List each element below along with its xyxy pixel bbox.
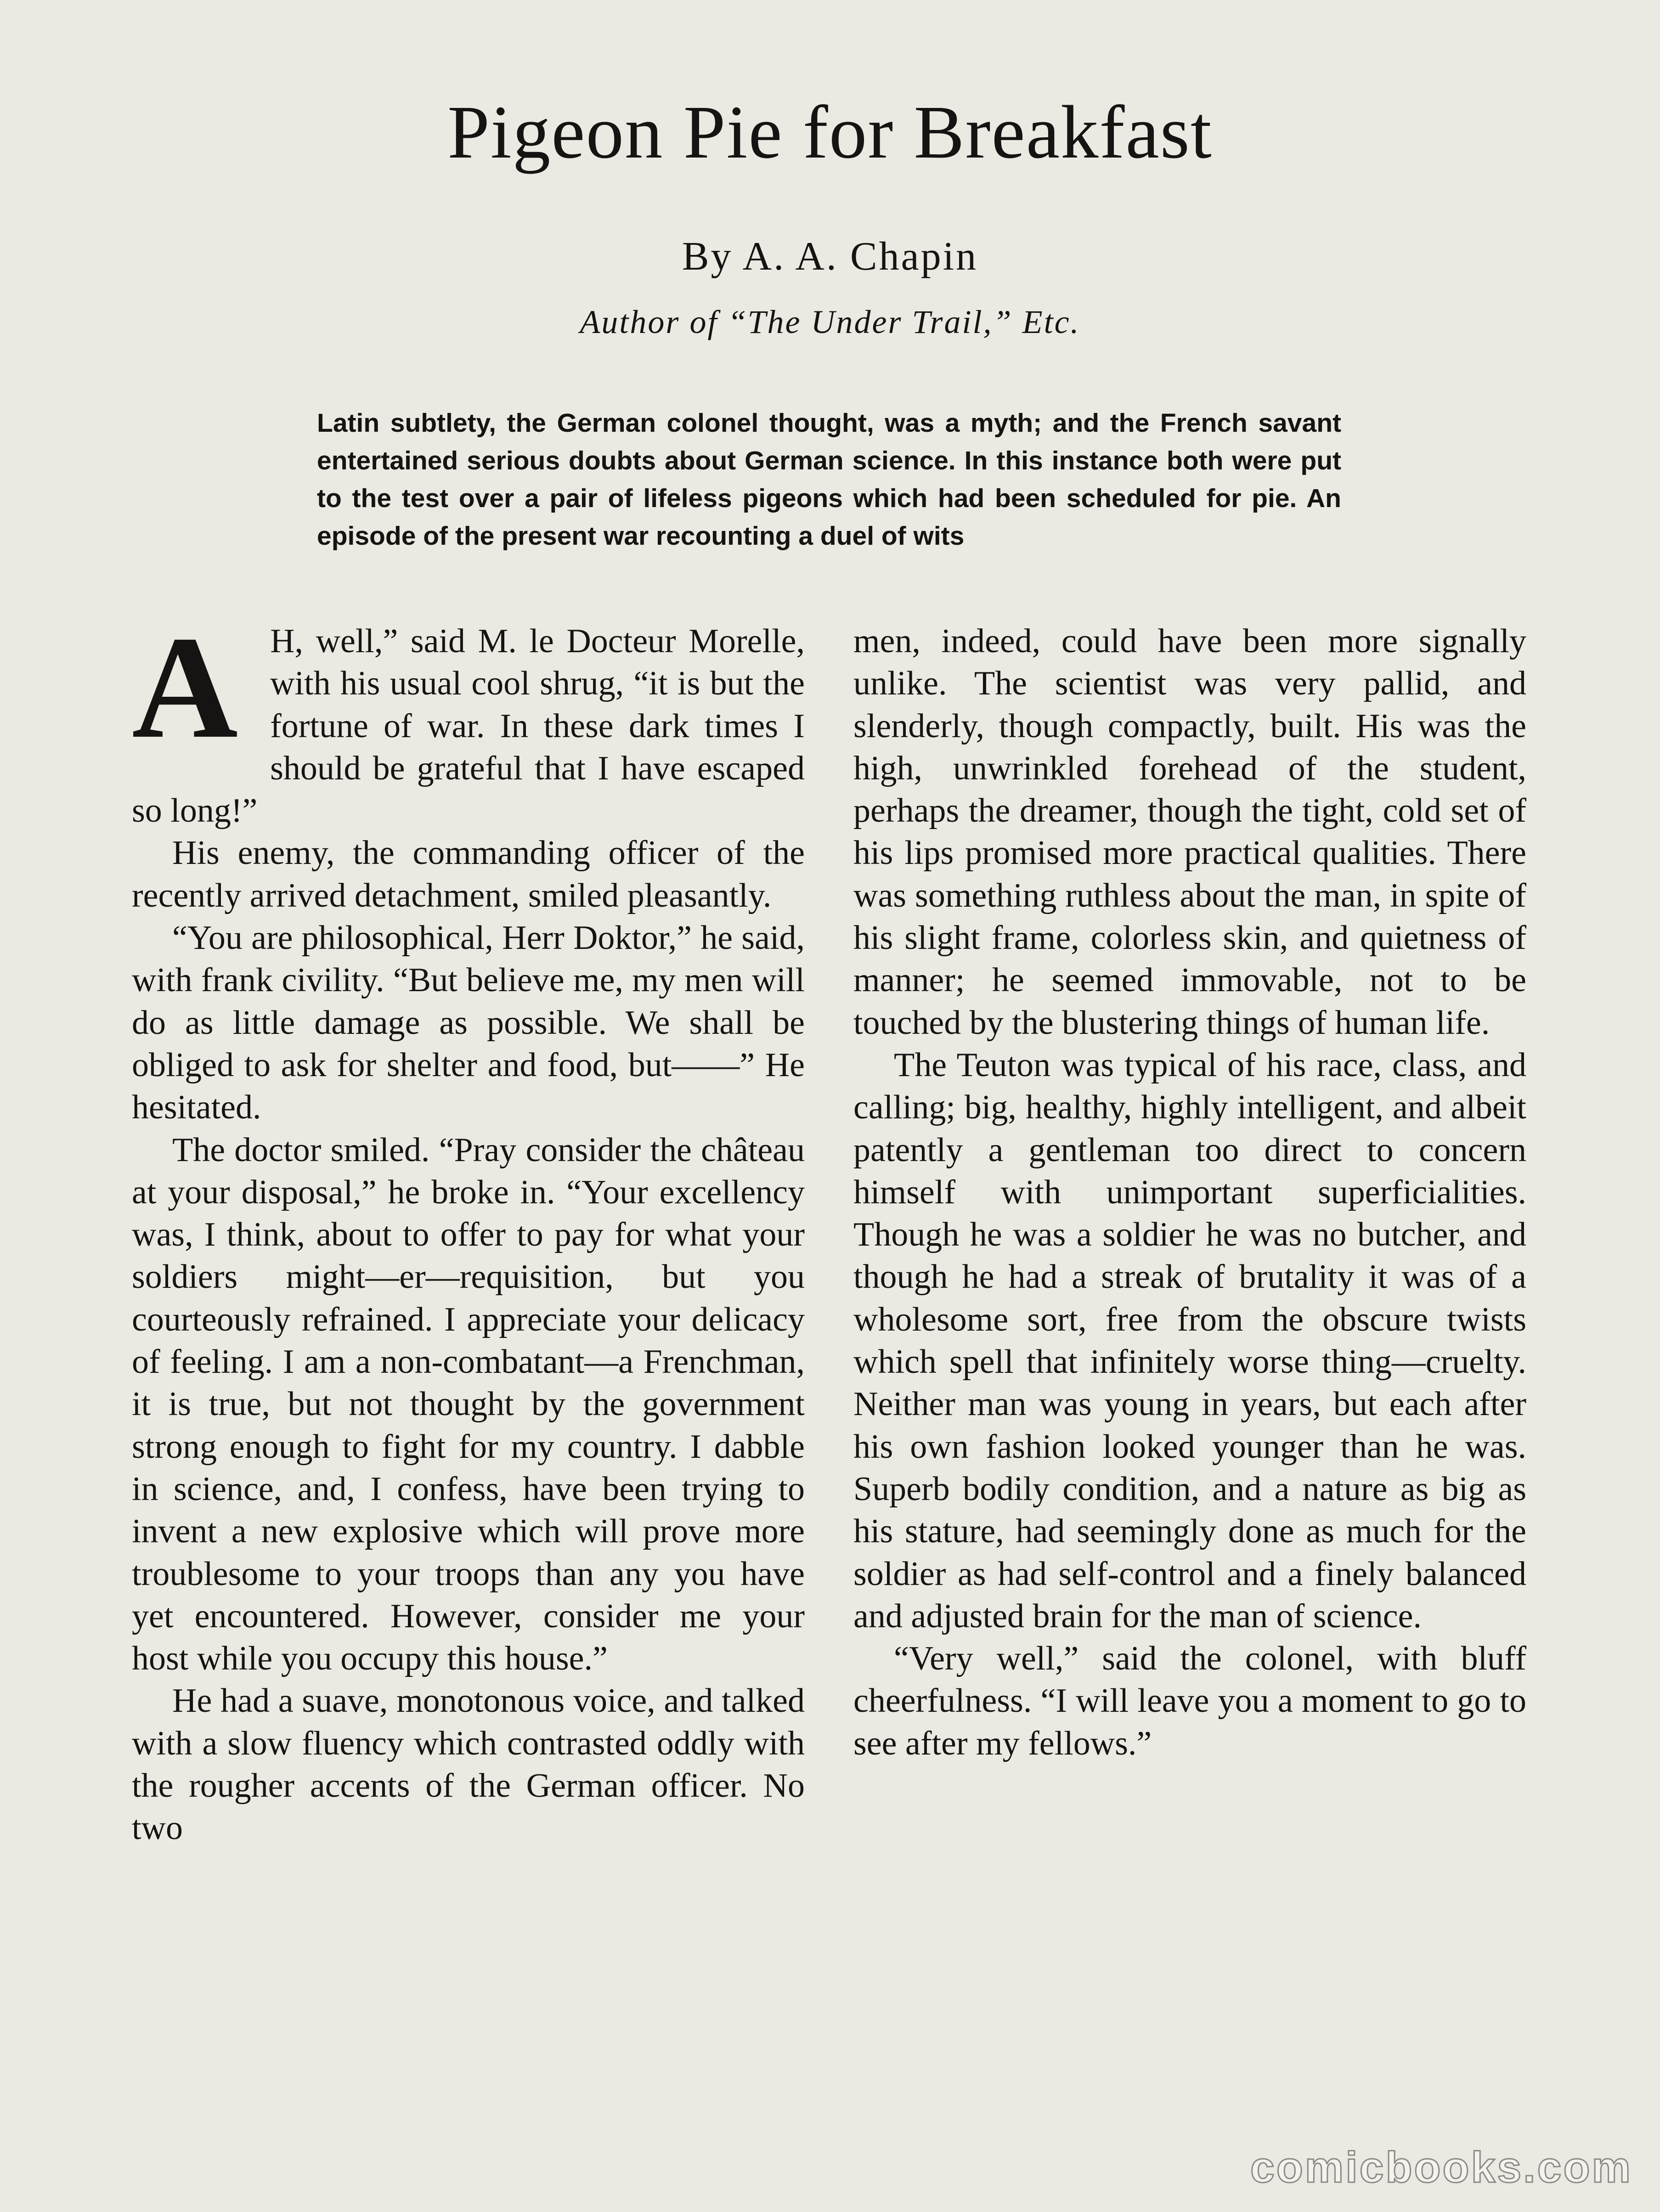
watermark-logo: comicbooks.com [1250, 2143, 1632, 2192]
byline: By A. A. Chapin [682, 234, 978, 279]
paragraph: The doctor smiled. “Pray consider the château at your disposal,” he broke in. “Your excellency was, I think, about to offer to pay for what your soldiers might—er—requisition, but you courteously refrained. I appreciate your delicacy of feeling. I am a non-combatant—a Frenchman, it is true, but not thought by the government strong enough to fight for my country. I dabble in science, and, I confess, have been trying to invent a new explosive which will prove more troublesome to your troops than any you have yet encountered. However, consider me your host while you occupy this house.” [132, 1131, 805, 1678]
left-column [132, 606, 805, 1850]
paragraph: “Very well,” said the colonel, with bluff cheerfulness. “I will leave you a moment to go to see after my fellows.” [853, 1640, 1526, 1762]
right-column [853, 620, 1526, 1765]
article-summary: Latin subtlety, the German colonel thought, was a myth; and the French savant entertained serious doubts about German science. In this instance both were put to the test over a pair of lifeless pigeons which had been scheduled for pie. An episode of the present war recounting a duel of wits [317, 408, 1341, 551]
paragraph: The Teuton was typical of his race, class, and calling; big, healthy, highly intelligent, and albeit patently a gentleman too direct to concern himself with unimportant superficialities. Though he was a soldier he was no butcher, and though he had a streak of brutality it was of a wholesome sort, free from the obscure twists which spell that infinitely worse thing—cruelty. Neither man was young in years, but each after his own fashion looked younger than he was. Superb bodily condition, and a nature as big as his stature, had seemingly done as much for the soldier as had self-control and a finely balanced and adjusted brain for the man of science. [853, 1046, 1526, 1635]
paragraph: “You are philosophical, Herr Doktor,” he said, with frank civility. “But believe me, my men will do as little damage as possible. We shall be obliged to ask for shelter and food, but——” He hesitated. [132, 919, 805, 1127]
paragraph: He had a suave, monotonous voice, and talked with a slow fluency which contrasted oddly with the rougher accents of the German officer. No two [132, 1682, 805, 1847]
drop-cap: A [132, 606, 238, 769]
author-note: Author of “The Under Trail,” Etc. [580, 304, 1080, 340]
paragraph: men, indeed, could have been more signally unlike. The scientist was very pallid, and slenderly, though compactly, built. His was the high, unwrinkled forehead of the student, perhaps the dreamer, though the tight, cold set of his lips promised more practical qualities. There was something ruthless about the man, in spite of his slight frame, colorless skin, and quietness of manner; he seemed immovable, not to be touched by the blustering things of human life. [853, 622, 1526, 1042]
paragraph: His enemy, the commanding officer of the recently arrived detachment, smiled pleasantly. [132, 834, 805, 914]
article-title: Pigeon Pie for Breakfast [447, 90, 1213, 174]
paragraph: H, well,” said M. le Docteur Morelle, with his usual cool shrug, “it is but the fortune of war. In these dark times I should be grateful that I have escaped so long!” [132, 622, 805, 830]
